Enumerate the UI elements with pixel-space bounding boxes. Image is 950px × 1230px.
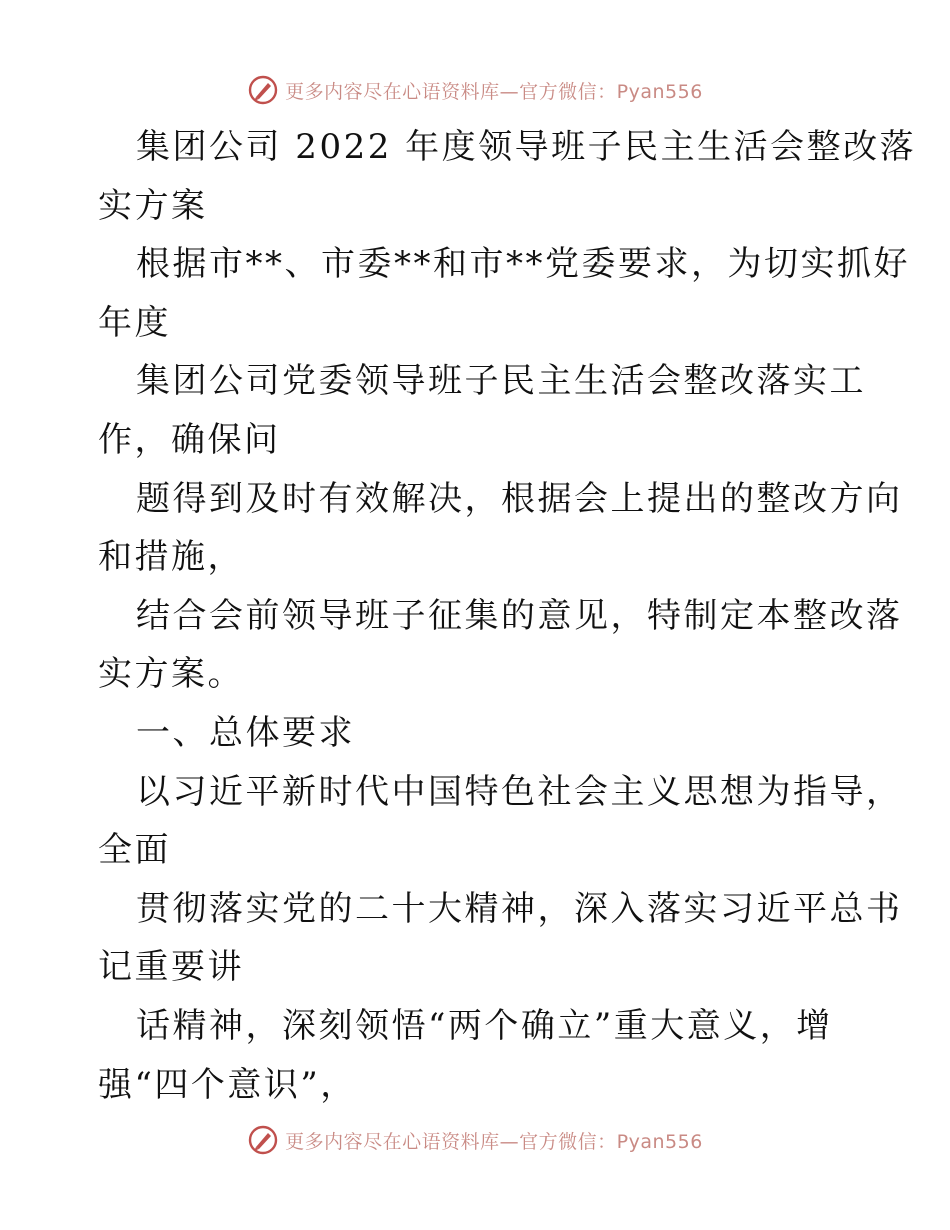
- footer-watermark-banner: [0, 1120, 950, 1160]
- paragraph-line: 实方案。: [98, 654, 244, 695]
- document-body: [98, 118, 917, 1114]
- paragraph-line: 全面: [98, 830, 171, 871]
- paragraph-line: 和措施，: [98, 537, 244, 578]
- paragraph-line: 根据市**、市委**和市**党委要求，为切实抓好: [136, 244, 910, 285]
- paragraph-line: 记重要讲: [98, 947, 244, 988]
- watermark-text: 更多内容尽在心语资料库—官方微信：Pyan556: [285, 1130, 703, 1153]
- paragraph-line: 强“四个意识”，: [98, 1064, 357, 1105]
- paragraph-line: 题得到及时有效解决，根据会上提出的整改方向: [136, 478, 903, 519]
- pen-logo-icon: [247, 74, 279, 106]
- document-title-line: 实方案: [98, 185, 208, 226]
- paragraph-line: 话精神，深刻领悟“两个确立”重大意义，增: [136, 1005, 833, 1046]
- paragraph-line: 集团公司党委领导班子民主生活会整改落实工: [136, 361, 866, 402]
- paragraph-line: 以习近平新时代中国特色社会主义思想为指导，: [136, 771, 903, 812]
- paragraph-line: 结合会前领导班子征集的意见，特制定本整改落: [136, 595, 903, 636]
- paragraph-line: 年度: [98, 302, 171, 343]
- pen-logo-icon: [247, 1124, 279, 1156]
- paragraph-line: 贯彻落实党的二十大精神，深入落实习近平总书: [136, 888, 903, 929]
- section-heading: 一、总体要求: [136, 712, 355, 753]
- document-title-line: 集团公司 2022 年度领导班子民主生活会整改落: [136, 127, 917, 167]
- watermark-text: 更多内容尽在心语资料库—官方微信：Pyan556: [285, 80, 703, 103]
- header-watermark-banner: [0, 70, 950, 110]
- paragraph-line: 作，确保问: [98, 419, 281, 460]
